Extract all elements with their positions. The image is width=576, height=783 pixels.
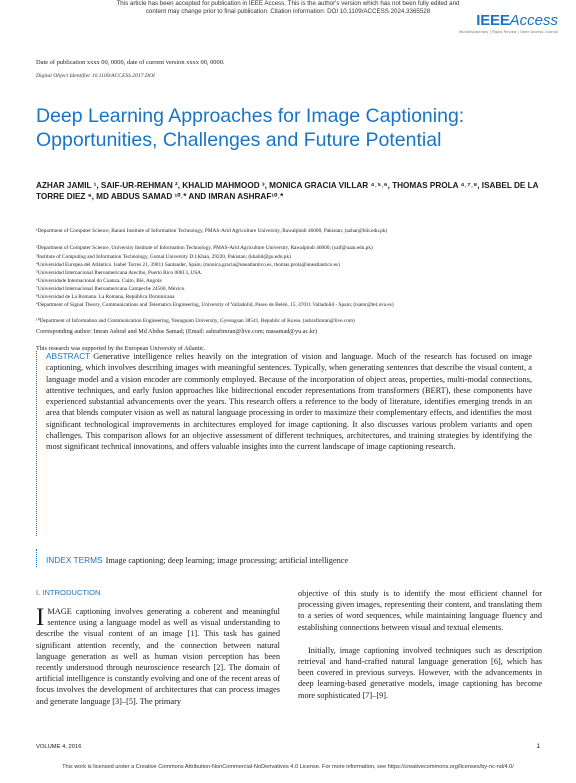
affiliation-1: ¹Department of Computer Science, Barani Institute of Information Technology, PMAS-Arid Agriculture University, Rawalpindi 46000, Pakistan; (azhar@biit.edu.pk) (36, 228, 388, 234)
abstract-block (46, 351, 532, 453)
index-terms (46, 555, 532, 565)
intro-column-left (36, 606, 280, 707)
affiliation-9: ⁹Department of Signal Theory, Communications and Telematics Engineering, University of Valladolid, Paseo de Belén, 15, 47011 Valladolid - Spain; (isator@tel.uva.es) (36, 302, 394, 308)
notice-line-2: content may change prior to final publication. Citation information: DOI 10.1109/ACCESS.2024.3365528 (145, 8, 431, 15)
corresponding-author: Corresponding author: Imran Ashraf and Md Abdus Samad; (Email: ashrafimran@live.com; masamad@yu.ac.kr) (36, 328, 317, 335)
intro-paragraph-1: MAGE captioning involves generating a coherent and meaningful sentence using a language model as well as visual understanding to describe the visual content of an image [1]. This task has gained significant attention recently, and the connection between natural language generation as well as human vision perception has been recently understood through neuroscience research [2]. The domain of artificial intelligence is constantly evolving and one of the recent areas of focus involves the development of architectures that can process images and generate language [3]–[5]. The primary (36, 607, 280, 706)
license-notice: This work is licensed under a Creative Commons Attribution-NonCommercial-NoDerivatives 4.0 License. For more information, see https://creativecommons.org/licenses/by-nc-nd/4.0/ (62, 764, 514, 770)
affiliation-10: ¹⁰Department of Information and Communication Engineering, Yeungnam University, Gyeongsan 38541, Republic of Korea. (ashrafimran@live.com) (36, 318, 355, 324)
abstract-heading: ABSTRACT (46, 351, 91, 361)
author-list: AZHAR JAMIL ¹, SAIF-UR-REHMAN ², KHALID MAHMOOD ³, MONICA GRACIA VILLAR ⁴˒⁵˒⁶, THOMAS PROLA ⁴˒⁷˒⁸, ISABEL DE LA TORRE DIEZ ⁹, MD ABDUS SAMAD ¹⁰˒* AND IMRAN ASHRAF¹⁰˒* (36, 181, 539, 201)
affiliation-6: ⁶Universidade Internacional do Cuanza. Cuito, Bié, Angola (36, 278, 162, 284)
logo-tagline: Multidisciplinary | Rapid Review | Open Access Journal (459, 30, 558, 34)
notice-line-1: This article has been accepted for publication in IEEE Access. This is the author's version which has not been fully edited and (116, 0, 460, 7)
doi-line: Digital Object Identifier 10.1109/ACCESS.2017.DOI (36, 73, 155, 79)
index-terms-text: Image captioning; deep learning; image processing; artificial intelligence (105, 556, 349, 565)
index-rule (36, 549, 41, 567)
affiliation-2: ²Department of Computer Science, University Institute of Information Technology, PMAS-Arid Agriculture University, Rawalpindi 46000; (saif@uaar.edu.pk) (36, 245, 373, 251)
paper-title: Deep Learning Approaches for Image Captioning: Opportunities, Challenges and Future Potential (36, 105, 465, 151)
affiliation-3: ³Institute of Computing and Information Technology, Gomal University D.I.Khan, 29220, Pakistan; (khalid@gu.edu.pk) (36, 254, 291, 260)
volume-label: VOLUME 4, 2016 (36, 744, 82, 750)
affiliation-4: ⁴Universidad Europea del Atlántico. Isabel Torres 21, 39011 Santander, Spain; (monica.gracia@uneatlantico.es, thomas.prola@uneatlantico.es) (36, 262, 340, 268)
index-terms-heading: INDEX TERMS (46, 555, 103, 565)
intro-column-right (298, 588, 542, 701)
section-heading-introduction: I. INTRODUCTION (36, 588, 101, 597)
logo-access: Access (509, 12, 558, 29)
page-number: 1 (536, 743, 540, 750)
abstract-text: Generative intelligence relies heavily on the integration of vision and language. Much of the research has focused on image captioning, which involves describing images with meaningful sentences. Typically, when generating sentences that describe the visual content, a language model and a vision encoder are commonly employed. Because of the incorporation of object areas, properties, multi-modal connections, attentive techniques, and early fusion approaches like bidirectional encoder representations from transformers (BERT), these components have experienced substantial advancements over the years. This research offers a reference to the body of literature, identifies emerging trends in an area that blends computer vision as well as natural language processing in order to maximize their complementary effects, and identifies the most significant technological improvements in architectures employed for image captioning. It also discusses various problem variants and open challenges. This comparison allows for an objective assessment of different techniques, architectures, and training strategies by identifying the most significant technical innovations, and offers valuable insights into the current landscape of image captioning research. (46, 352, 532, 452)
publication-dates: Date of publication xxxx 00, 0000, date of current version xxxx 00, 0000. (36, 59, 225, 66)
affiliation-7: ⁷Universidad Internacional Iberoamericana Campeche 24560, México. (36, 286, 186, 292)
affiliation-5: ⁵Universidad Internacional Iberoamericana Arecibo, Puerto Rico 00613, USA. (36, 270, 203, 276)
funding-note: This research was supported by the European University of Atlantic. (36, 345, 206, 352)
abstract-rule (36, 351, 41, 536)
logo-ieee: IEEE (476, 12, 510, 29)
intro-paragraph-2: objective of this study is to identify the most efficient channel for processing given images, representing their content, and translating them to a series of word sequences, while maintaining language fluency and establishing connections between visual and textual elements. (298, 589, 542, 632)
drop-cap: I (36, 604, 45, 631)
affiliation-8: ⁸Universidad de La Romana. La Romana, República Dominicana (36, 294, 175, 300)
intro-paragraph-3: Initially, image captioning involved techniques such as description retrieval and hand-crafted natural language generation [6], which has been covered in previous surveys. However, with the advancements in deep learning-based generative models, image captioning has become more sophisticated [7]–[9]. (298, 645, 542, 700)
journal-logo (476, 12, 558, 30)
